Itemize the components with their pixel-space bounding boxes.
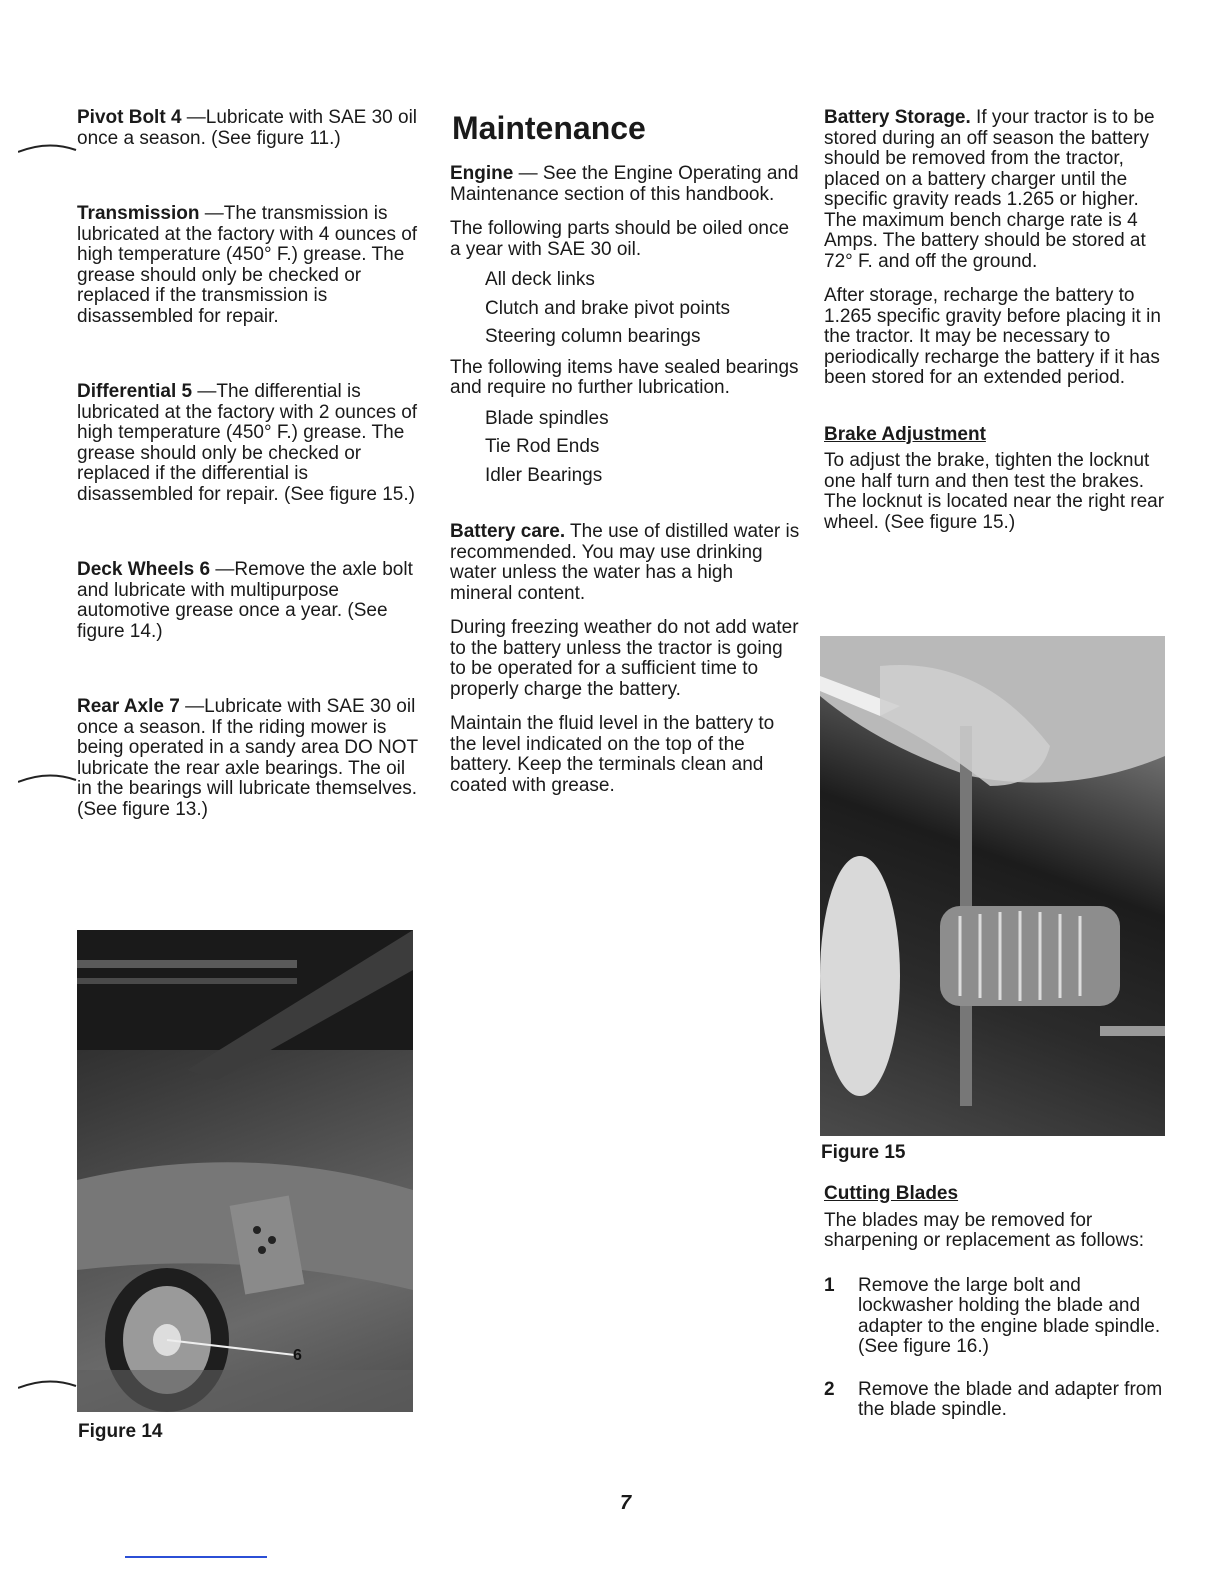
oiled-item: All deck links xyxy=(485,269,595,290)
sealed-item: Blade spindles xyxy=(485,407,609,429)
step-item xyxy=(824,1276,1169,1358)
transmission-text: —The transmission is lubricated at the factory with 4 ounces of high temperature (450° F.) grease. The grease should only be checked or replaced if the transmission is disassembled for repair. xyxy=(77,203,418,327)
sealed-intro: The following items have sealed bearings and require no further lubrication. xyxy=(450,356,799,398)
pivot-bolt-paragraph xyxy=(77,108,422,149)
callout-6: 6 xyxy=(293,1347,302,1364)
brake-assembly-illustration xyxy=(820,636,1165,1136)
battery-care-text: The use of distilled water is recommended. You may use drinking water unless the water has a high mineral content. xyxy=(450,521,800,604)
scan-artifact-line xyxy=(125,1556,267,1558)
section-title: Maintenance xyxy=(452,110,646,146)
figure-15-caption: Figure 15 xyxy=(821,1142,906,1163)
step-text: Remove the large bolt and lockwasher holding the blade and adapter to the engine blade spindle. (See figure 16.) xyxy=(858,1274,1161,1357)
differential-text: —The differential is lubricated at the factory with 2 ounces of high temperature (450° F.) grease. The grease should only be checked or replaced if the differential is disassembled for repair. (See figure 15.) xyxy=(77,381,418,505)
deck-wheels-label: Deck Wheels 6 xyxy=(77,559,211,580)
after-storage-paragraph: After storage, recharge the battery to 1.265 specific gravity before placing it in the tractor. It may be necessary to periodically recharge the battery if it has been stored for an extended period. xyxy=(824,285,1161,388)
figure-14-caption: Figure 14 xyxy=(78,1421,163,1442)
sealed-item: Tie Rod Ends xyxy=(485,436,600,457)
cutting-blades-heading: Cutting Blades xyxy=(824,1183,959,1204)
right-column xyxy=(824,108,1169,533)
battery-storage-label: Battery Storage. xyxy=(824,107,971,128)
engine-label: Engine xyxy=(450,163,514,184)
right-column-lower xyxy=(824,1184,1169,1443)
left-column xyxy=(77,108,422,820)
margin-mark xyxy=(18,140,78,154)
brake-adjustment-paragraph: To adjust the brake, tighten the locknut one half turn and then test the brakes. The locknut is located near the right rear wheel. (See figure 15.) xyxy=(824,450,1165,533)
brake-adjustment-heading: Brake Adjustment xyxy=(824,423,986,445)
margin-mark xyxy=(18,1376,78,1390)
oiled-intro: The following parts should be oiled once a year with SAE 30 oil. xyxy=(450,218,790,260)
engine-paragraph xyxy=(450,164,800,205)
differential-paragraph xyxy=(77,382,422,505)
sealed-item: Idler Bearings xyxy=(485,464,603,486)
battery-care-paragraph xyxy=(450,522,800,604)
step-text: Remove the blade and adapter from the blade spindle. xyxy=(858,1378,1163,1420)
fluid-level-paragraph: Maintain the fluid level in the battery to the level indicated on the top of the battery. Keep the terminals clean and coated with grease. xyxy=(450,713,775,796)
deck-wheels-text: —Remove the axle bolt and lubricate with multipurpose automotive grease once a year. (See figure 14.) xyxy=(77,559,413,642)
rear-axle-label: Rear Axle 7 xyxy=(77,696,180,717)
margin-mark xyxy=(18,770,78,784)
figure-15-photo xyxy=(820,636,1165,1136)
figure-14-photo xyxy=(77,930,413,1412)
cutting-blades-intro: The blades may be removed for sharpening or replacement as follows: xyxy=(824,1209,1145,1251)
rear-axle-text: —Lubricate with SAE 30 oil once a season. If the riding mower is being operated in a sandy area DO NOT lubricate the rear axle bearings. The oil in the bearings will lubricate themselves. (See figure 13.) xyxy=(77,696,418,820)
pivot-bolt-label: Pivot Bolt 4 xyxy=(77,107,182,128)
step-number: 1 xyxy=(824,1274,835,1296)
transmission-paragraph xyxy=(77,204,422,327)
battery-storage-paragraph xyxy=(824,108,1169,272)
pivot-bolt-text: —Lubricate with SAE 30 oil once a season. (See figure 11.) xyxy=(77,107,418,149)
step-item xyxy=(824,1380,1169,1421)
freezing-paragraph: During freezing weather do not add water to the battery unless the tractor is going to be operated for a sufficient time to properly charge the battery. xyxy=(450,617,799,700)
battery-care-label: Battery care. xyxy=(450,521,566,542)
oiled-item: Steering column bearings xyxy=(485,326,701,347)
transmission-label: Transmission xyxy=(77,203,200,224)
rear-axle-paragraph xyxy=(77,697,422,820)
deck-wheels-paragraph xyxy=(77,560,422,642)
deck-wheel-illustration xyxy=(77,930,413,1412)
differential-label: Differential 5 xyxy=(77,381,193,402)
battery-storage-text: If your tractor is to be stored during an off season the battery should be removed from the tractor, placed on a battery charger until the specific gravity reads 1.265 or higher. The maximum bench charge rate is 4 Amps. The battery should be stored at 72° F. and off the ground. xyxy=(824,107,1155,272)
page-number: 7 xyxy=(620,1492,632,1514)
oiled-item: Clutch and brake pivot points xyxy=(485,297,731,319)
middle-column xyxy=(450,108,800,796)
engine-text: — See the Engine Operating and Maintenance section of this handbook. xyxy=(450,163,799,205)
step-number: 2 xyxy=(824,1378,835,1400)
